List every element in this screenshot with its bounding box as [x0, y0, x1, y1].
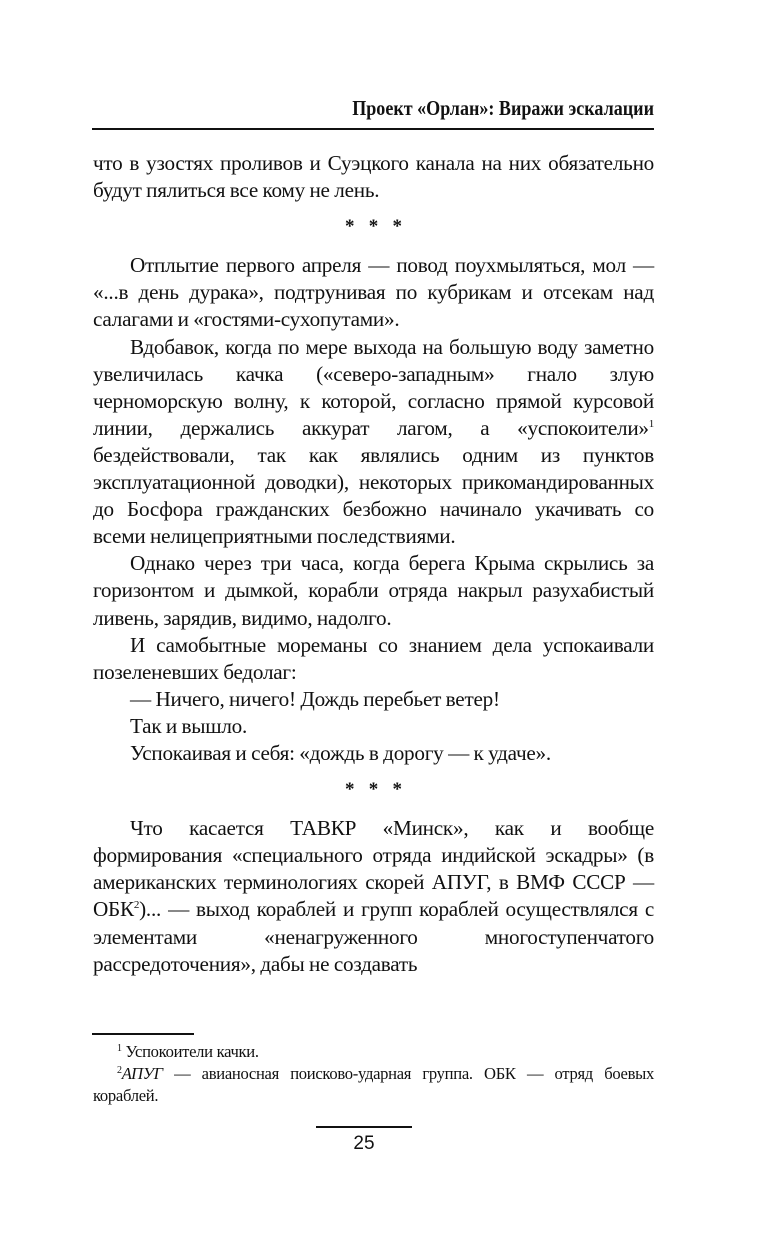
paragraph: И самобытные мореманы со знанием дела успокаивали позеленевших бедолаг:: [93, 632, 654, 684]
paragraph: Так и вышло.: [130, 713, 248, 738]
footnote-mark: 1: [117, 1043, 122, 1054]
running-head: Проект «Орлан»: Виражи эскалации: [352, 96, 654, 120]
paragraph-text: Что касается ТАВКР «Минск», как и вообще формирования «специального отряда индийской эскадры» (в американских терминологиях скорей АПУГ, в ВМФ СССР — ОБК: [93, 816, 654, 922]
section-separator: * * *: [345, 779, 407, 801]
page-number-rule: [316, 1126, 412, 1128]
paragraph: Однако через три часа, когда берега Крыма скрылись за горизонтом и дымкой, корабли отряда накрыл разухабистый ливень, зарядив, видимо, надолго.: [93, 551, 654, 630]
paragraph: [93, 334, 654, 551]
paragraph-continued: что в узостях проливов и Суэцкого канала на них обязательно будут пялиться все кому не лень.: [93, 151, 654, 203]
footnote-reference[interactable]: 1: [648, 417, 654, 430]
paragraph: [93, 815, 654, 978]
section-separator: * * *: [345, 216, 407, 238]
paragraph-text: бездействовали, так как являлись одним из пунктов эксплуатационной доводки), некоторых прикомандированных до Босфора гражданских безбожно начинало укачивать со всеми нелицеприятными последствиями.: [93, 442, 654, 549]
footnote-rule: [92, 1033, 194, 1035]
footnote: [93, 1063, 654, 1107]
page-number: 25: [353, 1133, 375, 1154]
paragraph-text: )... — выход кораблей и групп кораблей осуществлялся с элементами «ненагруженного многоступенчатого рассредоточения», дабы не создавать: [93, 897, 654, 976]
dialogue-line: — Ничего, ничего! Дождь перебьет ветер!: [130, 686, 500, 711]
footnote-text: Успокоители качки.: [121, 1042, 259, 1061]
body-text: [93, 150, 654, 978]
footnote-term: АПУГ: [121, 1064, 163, 1083]
footnote-text: — авианосная поисково-ударная группа. ОБК — отряд боевых кораблей.: [93, 1064, 654, 1105]
paragraph-text: Вдобавок, когда по мере выхода на большую воду заметно увеличилась качка («северо-западным» гнало злую черноморскую волну, к которой, согласно прямой курсовой линии, держались аккурат лагом, а «успокоители»: [93, 334, 654, 440]
footnotes: [93, 1041, 654, 1107]
footnote: [93, 1041, 654, 1063]
paragraph: Отплытие первого апреля — повод поухмыляться, мол — «...в день дурака», подтрунивая по кубрикам и отсекам над салагами и «гостями-сухопутами».: [93, 253, 654, 332]
footnote-reference[interactable]: 2: [133, 899, 140, 912]
paragraph: Успокаивая и себя: «дождь в дорогу — к удаче».: [130, 740, 551, 765]
header-rule: [92, 128, 654, 130]
footnote-mark: 2: [117, 1065, 122, 1076]
